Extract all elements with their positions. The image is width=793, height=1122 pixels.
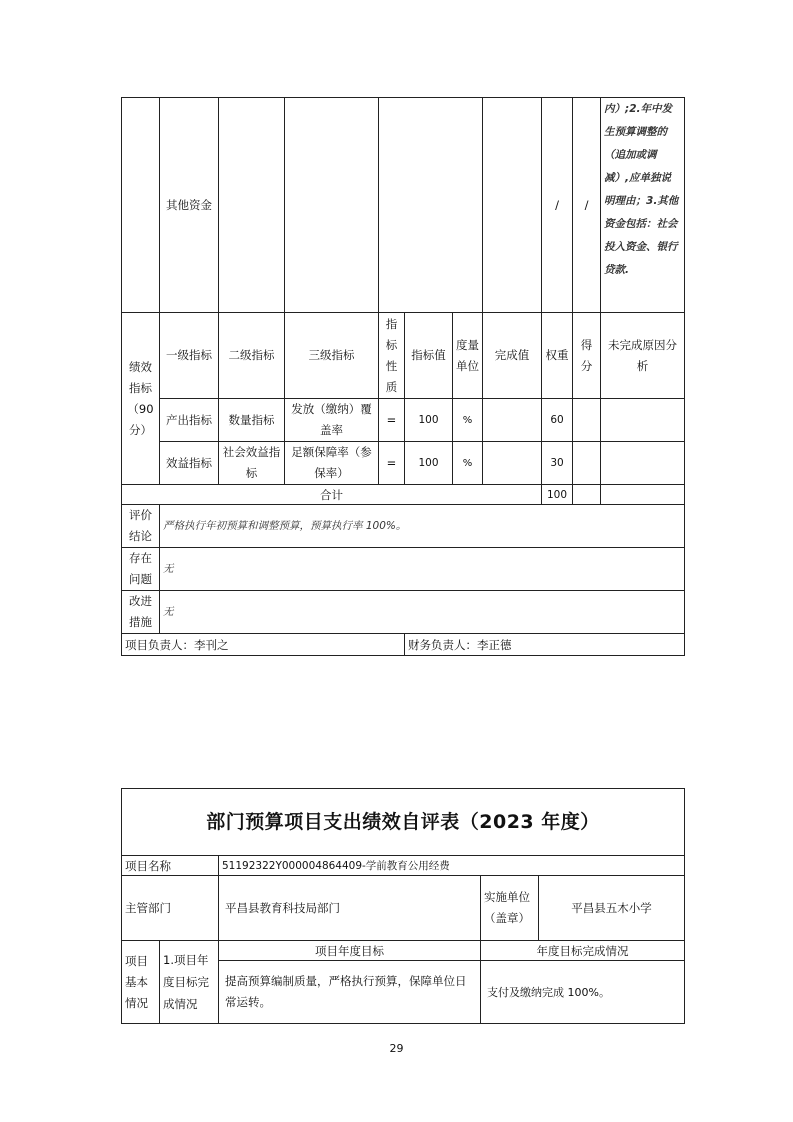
improvements-text: 无 xyxy=(160,591,685,634)
table-title: 部门预算项目支出绩效自评表（2023 年度） xyxy=(122,789,685,856)
goal-label: 1.项目年度目标完成情况 xyxy=(160,941,219,1024)
weight: 60 xyxy=(542,399,573,442)
conclusion-row xyxy=(122,505,685,548)
header-score: 得分 xyxy=(573,313,601,399)
total-weight: 100 xyxy=(542,485,573,505)
level3: 发放（缴纳）覆盖率 xyxy=(285,399,379,442)
conclusion-label: 评价结论 xyxy=(122,505,160,548)
value: 100 xyxy=(405,442,453,485)
basic-label: 项目基本情况 xyxy=(122,941,160,1024)
blank-cell xyxy=(573,485,601,505)
improvements-label: 改进措施 xyxy=(122,591,160,634)
blank-cell xyxy=(122,98,160,313)
unit: % xyxy=(453,399,483,442)
score xyxy=(573,399,601,442)
header-actual: 完成值 xyxy=(483,313,542,399)
score-slash: / xyxy=(573,98,601,313)
level2: 社会效益指标 xyxy=(219,442,285,485)
value: 100 xyxy=(405,399,453,442)
issues-row xyxy=(122,548,685,591)
header-unit: 度量单位 xyxy=(453,313,483,399)
actual xyxy=(483,399,542,442)
level1: 效益指标 xyxy=(160,442,219,485)
header-value: 指标值 xyxy=(405,313,453,399)
signature-row xyxy=(122,634,685,656)
improvements-row xyxy=(122,591,685,634)
header-level3: 三级指标 xyxy=(285,313,379,399)
completion-header: 年度目标完成情况 xyxy=(481,941,685,961)
page-number: 29 xyxy=(389,1042,404,1055)
unit: % xyxy=(453,442,483,485)
dept-row xyxy=(122,876,685,941)
total-row xyxy=(122,485,685,505)
nature: = xyxy=(379,399,405,442)
goal-text: 提高预算编制质量，严格执行预算，保障单位日常运转。 xyxy=(219,961,481,1024)
impl: 平昌县五木小学 xyxy=(539,876,685,941)
level2: 数量指标 xyxy=(219,399,285,442)
goal-header-row xyxy=(122,941,685,961)
total-label: 合计 xyxy=(122,485,542,505)
perf-header-row xyxy=(122,313,685,399)
blank-cell xyxy=(219,98,285,313)
other-funds-row xyxy=(122,98,685,313)
actual xyxy=(483,442,542,485)
reason xyxy=(601,442,685,485)
header-level2: 二级指标 xyxy=(219,313,285,399)
blank-cell xyxy=(379,98,483,313)
performance-table xyxy=(121,97,685,656)
weight: 30 xyxy=(542,442,573,485)
header-weight: 权重 xyxy=(542,313,573,399)
blank-cell xyxy=(483,98,542,313)
weight-slash: / xyxy=(542,98,573,313)
conclusion-text: 严格执行年初预算和调整预算，预算执行率 100%。 xyxy=(160,505,685,548)
header-reason: 未完成原因分析 xyxy=(601,313,685,399)
score xyxy=(573,442,601,485)
nature: = xyxy=(379,442,405,485)
table-row xyxy=(122,442,685,485)
blank-cell xyxy=(601,485,685,505)
finance-lead: 财务负责人：李正德 xyxy=(405,634,685,656)
dept: 平昌县教育科技局部门 xyxy=(219,876,481,941)
dept-label: 主管部门 xyxy=(122,876,219,941)
project-name: 51192322Y000004864409-学前教育公用经费 xyxy=(219,856,685,876)
reason xyxy=(601,399,685,442)
title-row xyxy=(122,789,685,856)
issues-label: 存在问题 xyxy=(122,548,160,591)
self-evaluation-table xyxy=(121,788,685,1024)
completion-text: 支付及缴纳完成 100%。 xyxy=(481,961,685,1024)
project-name-label: 项目名称 xyxy=(122,856,219,876)
impl-label: 实施单位（盖章） xyxy=(481,876,539,941)
funding-note: 内）;2.年中发生预算调整的（追加或调减）,应单独说明理由；3.其他资金包括：社会投入资金、银行贷款. xyxy=(601,98,685,313)
issues-text: 无 xyxy=(160,548,685,591)
level1: 产出指标 xyxy=(160,399,219,442)
other-funds-label: 其他资金 xyxy=(160,98,219,313)
level3: 足额保障率（参保率） xyxy=(285,442,379,485)
blank-cell xyxy=(285,98,379,313)
project-lead: 项目负责人：李刊之 xyxy=(122,634,405,656)
perf-section-label: 绩效指标（90分） xyxy=(122,313,160,485)
project-name-row xyxy=(122,856,685,876)
goal-header: 项目年度目标 xyxy=(219,941,481,961)
table-row xyxy=(122,399,685,442)
header-level1: 一级指标 xyxy=(160,313,219,399)
header-nature: 指标性质 xyxy=(379,313,405,399)
